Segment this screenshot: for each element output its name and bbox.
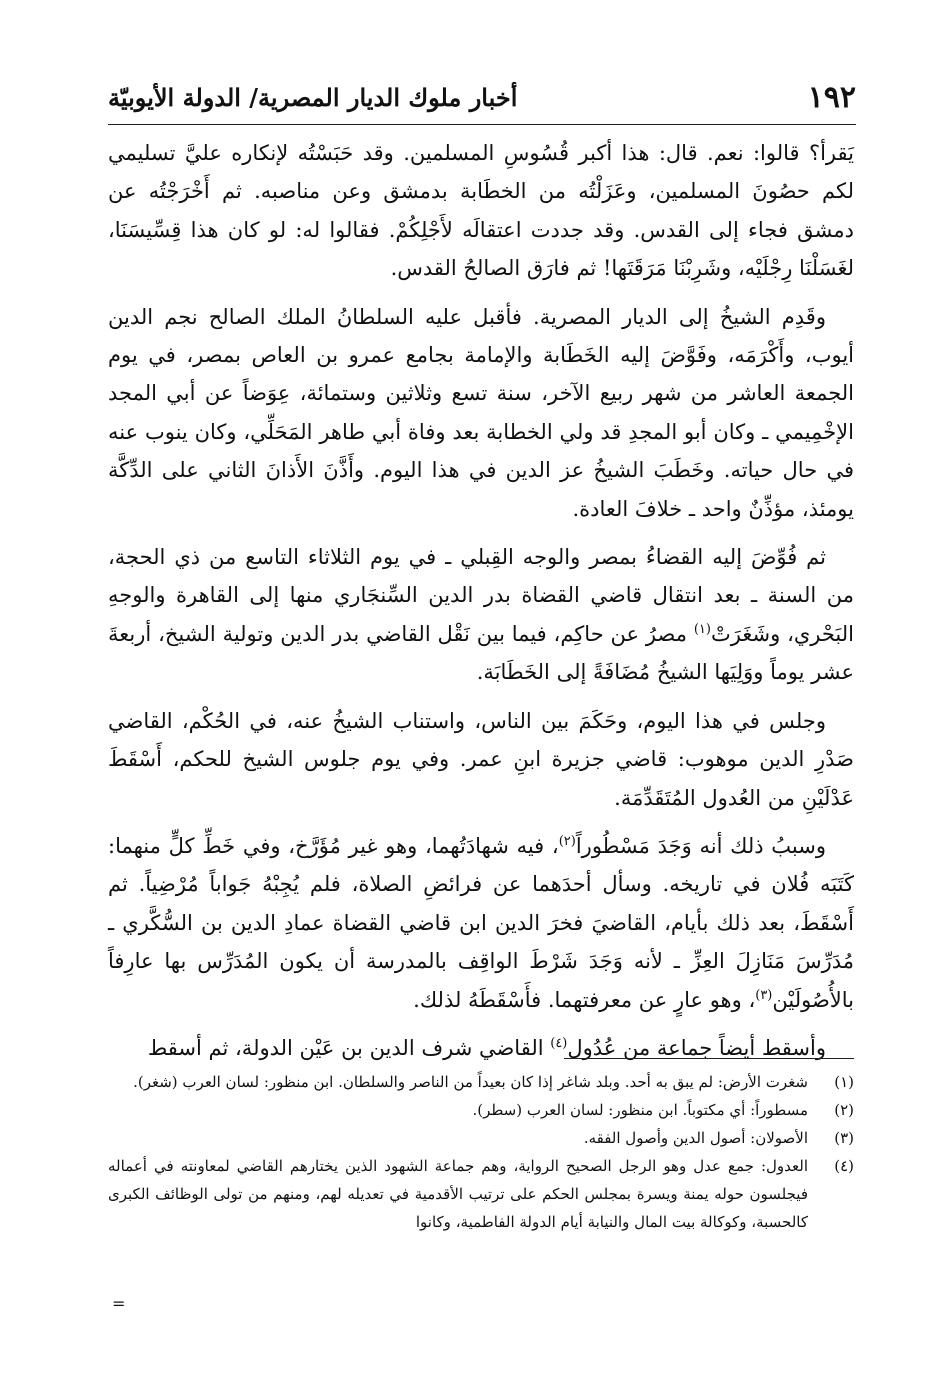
footnote-continuation-mark: = xyxy=(112,1294,126,1313)
paragraph-4-text: وجلس في هذا اليوم، وحَكَمَ بين الناس، واستناب الشيخُ عنه، في الحُكْم، القاضي صَدْرِ الدين موهوب: قاضي جزيرة ابنِ عمر. وفي يوم جلوس الشيخ للحكم، أَسْقَطَ عَدْلَيْنِ من العُدول المُتَقَدِّمَة. xyxy=(108,708,854,810)
main-text xyxy=(108,134,854,1077)
page-number: ١٩٢ xyxy=(807,79,856,115)
footnote-2 xyxy=(108,1096,854,1124)
paragraph-5-text-b: ، فيه شهادَتُهما، وهو غير مُؤَرَّخ، وفي خَطِّ كلٍّ منهما: كَتَبَه فُلان في تاريخه. وسأل أحدَهما عن فرائضِ الصلاة، فلم يُجِبْهُ جَواباً مُرْضِياً. ثم أَسْقَطَ، بعد ذلك بأيام، القاضيَ فخرَ الدين ابن قاضي القضاة عمادِ الدين بن السُّكَّري ـ مُدَرِّسَ مَنَازِلَ العِزِّ ـ لأنه وَجَدَ شَرْطَ الواقِف بالمدرسة أن يكون المُدَرِّس بها عارِفاً بالأُصُولَيْن xyxy=(108,833,854,1012)
footnote-number: (٢) xyxy=(834,1101,854,1119)
footnote-text: العدول: جمع عدل وهو الرجل الصحيح الرواية، وهم جماعة الشهود الذين يختارهم القاضي لمعاونته في أعماله فيجلسون حوله يمنة ويسرة بمجلس الحكم على ترتيب الأقدمية في تعديله لهم، ومنهم من تولى الوظائف الكبرى كالحسبة، وكوكالة بيت المال والنيابة أيام الدولة الفاطمية، وكانوا xyxy=(108,1157,808,1231)
paragraph-1-text: يَقرأ؟ قالوا: نعم. قال: هذا أكبر قُسُوسِ المسلمين. وقد حَبَسْتُه لإنكاره عليَّ تسليمي لكم حصُونَ المسلمين، وعَزَلْتُه من الخطَابة بدمشق وعن مناصبه. ثم أَخْرَجْتُه عن دمشق فجاء إلى القدس. وقد جددت اعتقالَه لأَجْلِكُمْ. فقالوا له: لو كان هذا قِسِّيسَنَا، لغَسَلْنَا رِجْلَيْه، وشَرِبْنَا مَرَقَتَها! ثم فارَق الصالحُ القدس. xyxy=(108,141,854,281)
header-rule xyxy=(108,124,856,125)
footnote-number: (٣) xyxy=(834,1129,854,1147)
footnote-ref-1: (١) xyxy=(693,621,711,637)
footnote-text: مسطوراً: أي مكتوباً. ابن منظور: لسان العرب (سطر). xyxy=(472,1101,808,1119)
paragraph-3-text-a: ثم فُوِّضَ إليه القضاءُ بمصر والوجه القِبلي ـ في يوم الثلاثاء التاسع من ذي الحجة، من السنة ـ بعد انتقال قاضي القضاة بدر الدين السِّنجَاري منها إلى القاهرة والوجهِ البَحْري، وشَغَرَتْ xyxy=(108,545,854,646)
footnote-ref-3: (٣) xyxy=(755,987,773,1003)
paragraph-6-text-b: القاضي شرف الدين بن عَيْن الدولة، ثم أسقط xyxy=(147,1035,551,1060)
paragraph-6 xyxy=(108,1029,854,1067)
footnote-3 xyxy=(108,1124,854,1152)
footnote-number: (٤) xyxy=(834,1157,854,1175)
paragraph-2 xyxy=(108,298,854,528)
paragraph-6-text-a: وأسقط أيضاً جماعة من عُدُول xyxy=(567,1035,826,1060)
paragraph-5 xyxy=(108,827,854,1019)
paragraph-3-text-b: مصرُ عن حاكِم، فيما بين نَقْل القاضي بدر الدين وتولية الشيخ، أربعةَ عشر يوماً ووَلِيَها الشيخُ مُضَافَةً إلى الخَطَابَة. xyxy=(108,621,854,685)
footnote-text: شغرت الأرض: لم يبق به أحد. وبلد شاغر إذا كان بعيداً من الناصر والسلطان. ابن منظور: لسان العرب (شغر). xyxy=(133,1073,808,1091)
running-title: أخبار ملوك الديار المصرية/ الدولة الأيوبيّة xyxy=(108,82,518,112)
footnote-1 xyxy=(108,1068,854,1096)
footnotes xyxy=(108,1068,854,1236)
page-header xyxy=(108,72,856,122)
footnote-text: الأصولان: أصول الدين وأصول الفقه. xyxy=(583,1129,808,1147)
paragraph-5-text-c: ، وهو عارٍ عن معرفتهما. فأَسْقَطَهُ لذلك. xyxy=(413,987,756,1012)
footnote-number: (١) xyxy=(834,1073,854,1091)
paragraph-3 xyxy=(108,538,854,692)
paragraph-4 xyxy=(108,702,854,817)
paragraph-5-text-a: وسببُ ذلك أنه وَجَدَ مَسْطُوراً xyxy=(575,833,826,858)
paragraph-1 xyxy=(108,134,854,288)
footnote-4 xyxy=(108,1152,854,1236)
footnote-ref-4: (٤) xyxy=(550,1035,568,1051)
footnote-rule xyxy=(564,1058,854,1059)
paragraph-2-text: وقَدِم الشيخُ إلى الديار المصرية. فأقبل عليه السلطانُ الملك الصالح نجم الدين أيوب، وأَكْرَمَه، وفَوَّضَ إليه الخَطَابة والإمامة بجامع عمرو بن العاص بمصر، في يوم الجمعة العاشر من شهر ربيع الآخر، سنة تسع وثلاثين وستمائة، عِوَضاً عن أبي المجد الإخْمِيمي ـ وكان أبو المجدِ قد ولي الخطابة بعد وفاة أبي طاهر المَحَلِّي، وكان ينوب عنه في حال حياته. وخَطَبَ الشيخُ عز الدين في هذا اليوم. وأَذَّنَ الأَذانَ الثاني على الدِّكَّة يومئذ، مؤذِّنٌ واحد ـ خلافَ العادة. xyxy=(108,304,854,521)
footnote-ref-2: (٢) xyxy=(558,833,576,849)
